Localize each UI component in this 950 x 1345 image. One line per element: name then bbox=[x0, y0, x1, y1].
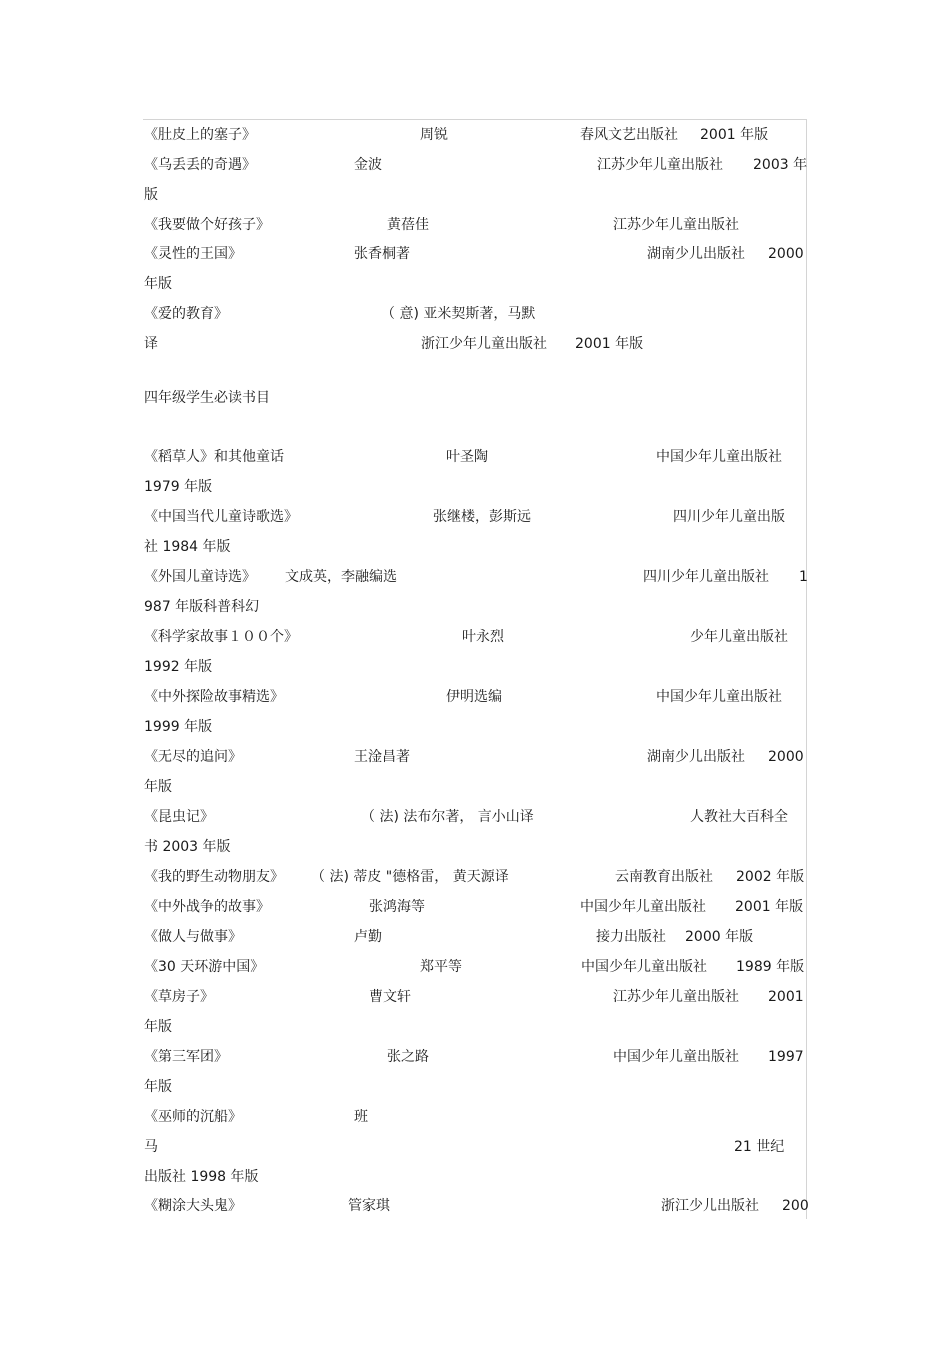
frame-border-top bbox=[143, 119, 807, 120]
l18-seg-3: 中国少年儿童出版社 bbox=[656, 689, 782, 705]
l21-seg-1: 年版 bbox=[144, 779, 172, 795]
l3-seg-1: 版 bbox=[144, 187, 158, 203]
l8-seg-3: 2001 年版 bbox=[575, 336, 644, 352]
l25-seg-2: 张鸿海等 bbox=[369, 899, 425, 915]
l35-seg-2: 管家琪 bbox=[348, 1198, 390, 1214]
l35-seg-4: 200 bbox=[782, 1198, 809, 1214]
l27-seg-4: 1989 年版 bbox=[736, 959, 805, 975]
l22-seg-2: （ 法) 法布尔著， 言小山译 bbox=[361, 809, 534, 825]
l24-seg-4: 2002 年版 bbox=[736, 869, 805, 885]
l2-seg-3: 江苏少年儿童出版社 bbox=[597, 157, 723, 173]
l5-seg-4: 2000 bbox=[768, 246, 804, 262]
l31-seg-1: 年版 bbox=[144, 1079, 172, 1095]
l10-seg-2: 叶圣陶 bbox=[446, 449, 488, 465]
l12-seg-2: 张继楼，彭斯远 bbox=[433, 509, 531, 525]
l16-seg-3: 少年儿童出版社 bbox=[690, 629, 788, 645]
l12-seg-1: 《中国当代儿童诗歌选》 bbox=[144, 509, 298, 525]
l18-seg-1: 《中外探险故事精选》 bbox=[144, 689, 284, 705]
l5-seg-3: 湖南少儿出版社 bbox=[647, 246, 745, 262]
l24-seg-1: 《我的野生动物朋友》 bbox=[144, 869, 284, 885]
l16-seg-2: 叶永烈 bbox=[462, 629, 504, 645]
l11-seg-1: 1979 年版 bbox=[144, 479, 213, 495]
l20-seg-4: 2000 bbox=[768, 749, 804, 765]
l17-seg-1: 1992 年版 bbox=[144, 659, 213, 675]
l33-seg-1: 马 bbox=[144, 1139, 158, 1155]
l24-seg-2: （ 法) 蒂皮 "德格雷， 黄天源译 bbox=[311, 869, 509, 885]
l30-seg-4: 1997 bbox=[768, 1049, 804, 1065]
l1-seg-3: 春风文艺出版社 bbox=[580, 127, 678, 143]
l9-seg-1: 四年级学生必读书目 bbox=[144, 390, 270, 406]
l35-seg-1: 《糊涂大头鬼》 bbox=[144, 1198, 242, 1214]
l4-seg-2: 黄蓓佳 bbox=[387, 217, 429, 233]
l30-seg-2: 张之路 bbox=[387, 1049, 429, 1065]
frame-border-right bbox=[806, 119, 807, 1219]
l25-seg-1: 《中外战争的故事》 bbox=[144, 899, 270, 915]
l14-seg-4: 1 bbox=[799, 569, 808, 585]
l26-seg-1: 《做人与做事》 bbox=[144, 929, 242, 945]
l32-seg-2: 班 bbox=[354, 1109, 368, 1125]
l28-seg-4: 2001 bbox=[768, 989, 804, 1005]
l20-seg-1: 《无尽的追问》 bbox=[144, 749, 242, 765]
l8-seg-2: 浙江少年儿童出版社 bbox=[421, 336, 547, 352]
l14-seg-1: 《外国儿童诗选》 bbox=[144, 569, 256, 585]
l22-seg-3: 人教社大百科全 bbox=[690, 809, 788, 825]
l29-seg-1: 年版 bbox=[144, 1019, 172, 1035]
l2-seg-1: 《乌丢丢的奇遇》 bbox=[144, 157, 256, 173]
l28-seg-3: 江苏少年儿童出版社 bbox=[613, 989, 739, 1005]
l33-seg-2: 21 世纪 bbox=[734, 1139, 785, 1155]
l2-seg-2: 金波 bbox=[354, 157, 382, 173]
l7-seg-2: （ 意) 亚米契斯著，马默 bbox=[381, 306, 536, 322]
l14-seg-3: 四川少年儿童出版社 bbox=[643, 569, 769, 585]
l2-seg-4: 2003 年 bbox=[753, 157, 808, 173]
l5-seg-1: 《灵性的王国》 bbox=[144, 246, 242, 262]
l7-seg-1: 《爱的教育》 bbox=[144, 306, 228, 322]
l13-seg-1: 社 1984 年版 bbox=[144, 539, 231, 555]
l20-seg-3: 湖南少儿出版社 bbox=[647, 749, 745, 765]
l28-seg-2: 曹文轩 bbox=[369, 989, 411, 1005]
l26-seg-2: 卢勤 bbox=[354, 929, 382, 945]
l16-seg-1: 《科学家故事１００个》 bbox=[144, 629, 298, 645]
l20-seg-2: 王淦昌著 bbox=[354, 749, 410, 765]
l1-seg-1: 《肚皮上的塞子》 bbox=[144, 127, 256, 143]
l18-seg-2: 伊明选编 bbox=[446, 689, 502, 705]
l25-seg-3: 中国少年儿童出版社 bbox=[580, 899, 706, 915]
l34-seg-1: 出版社 1998 年版 bbox=[144, 1169, 259, 1185]
l26-seg-3: 接力出版社 bbox=[596, 929, 666, 945]
l23-seg-1: 书 2003 年版 bbox=[144, 839, 231, 855]
l19-seg-1: 1999 年版 bbox=[144, 719, 213, 735]
l22-seg-1: 《昆虫记》 bbox=[144, 809, 214, 825]
l10-seg-3: 中国少年儿童出版社 bbox=[656, 449, 782, 465]
l28-seg-1: 《草房子》 bbox=[144, 989, 214, 1005]
l30-seg-3: 中国少年儿童出版社 bbox=[613, 1049, 739, 1065]
l27-seg-1: 《30 天环游中国》 bbox=[144, 959, 265, 975]
l8-seg-1: 译 bbox=[144, 336, 158, 352]
l1-seg-2: 周锐 bbox=[420, 127, 448, 143]
l15-seg-1: 987 年版科普科幻 bbox=[144, 599, 260, 615]
l26-seg-4: 2000 年版 bbox=[685, 929, 754, 945]
l1-seg-4: 2001 年版 bbox=[700, 127, 769, 143]
l12-seg-3: 四川少年儿童出版 bbox=[673, 509, 785, 525]
l4-seg-1: 《我要做个好孩子》 bbox=[144, 217, 270, 233]
l6-seg-1: 年版 bbox=[144, 276, 172, 292]
l24-seg-3: 云南教育出版社 bbox=[615, 869, 713, 885]
l10-seg-1: 《稻草人》和其他童话 bbox=[144, 449, 284, 465]
l30-seg-1: 《第三军团》 bbox=[144, 1049, 228, 1065]
l27-seg-2: 郑平等 bbox=[420, 959, 462, 975]
l14-seg-2: 文成英，李融编选 bbox=[285, 569, 397, 585]
l32-seg-1: 《巫师的沉船》 bbox=[144, 1109, 242, 1125]
l25-seg-4: 2001 年版 bbox=[735, 899, 804, 915]
l5-seg-2: 张香桐著 bbox=[354, 246, 410, 262]
l4-seg-3: 江苏少年儿童出版社 bbox=[613, 217, 739, 233]
l27-seg-3: 中国少年儿童出版社 bbox=[581, 959, 707, 975]
l35-seg-3: 浙江少儿出版社 bbox=[661, 1198, 759, 1214]
